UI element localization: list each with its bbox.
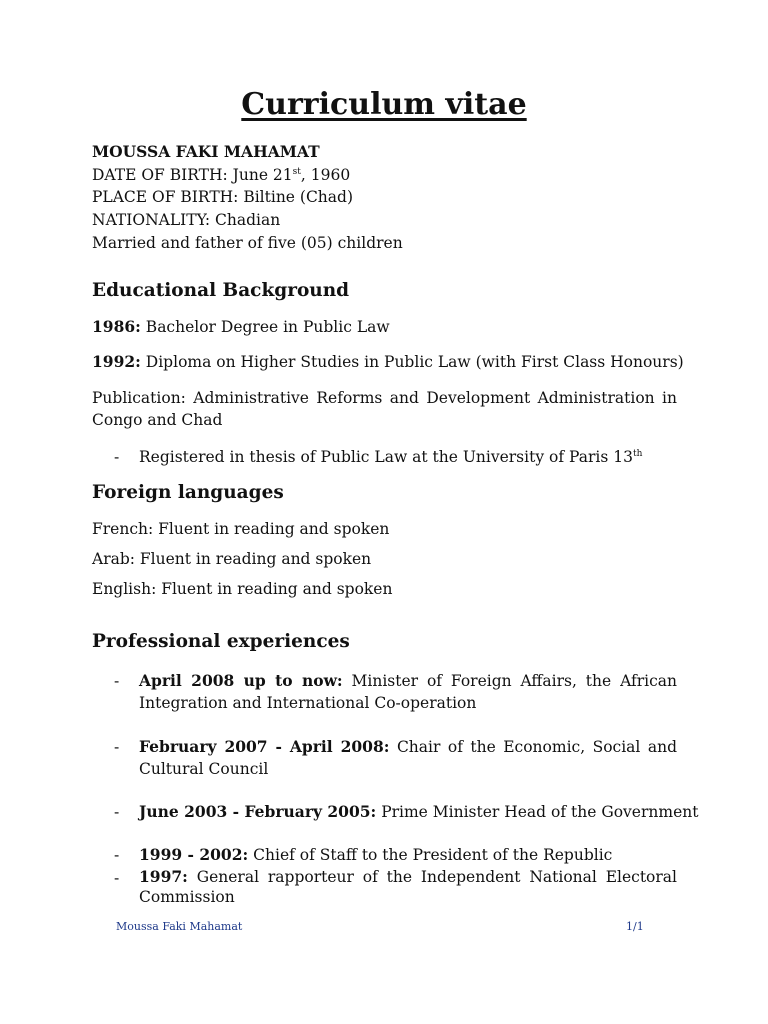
bullet-dash: -: [114, 672, 120, 690]
nationality: NATIONALITY: Chadian: [92, 211, 281, 229]
bullet-dash: -: [114, 803, 120, 821]
experience-text: Chief of Staff to the President of the Republic: [248, 846, 613, 864]
family-status: Married and father of five (05) children: [92, 234, 403, 252]
dob-superscript: st: [292, 166, 301, 177]
education-entry: [92, 351, 684, 373]
experience-period: April 2008 up to now:: [139, 671, 343, 690]
education-entry: [92, 316, 390, 338]
bullet-dash: -: [114, 846, 120, 864]
experience-text: Minister of Foreign Affairs, the African Integration and International Co-operation: [139, 672, 677, 712]
thesis-item: [139, 446, 677, 468]
experience-item: [139, 867, 677, 907]
education-heading: Educational Background: [92, 280, 350, 301]
experience-heading: Professional experiences: [92, 631, 350, 652]
experience-period: February 2007 - April 2008:: [139, 737, 390, 756]
person-name: MOUSSA FAKI MAHAMAT: [92, 142, 320, 161]
footer-author: Moussa Faki Mahamat: [116, 920, 243, 933]
thesis-superscript: th: [632, 448, 643, 459]
language-item: Arab: Fluent in reading and spoken: [92, 550, 372, 568]
education-text: Diploma on Higher Studies in Public Law (with First Class Honours): [140, 353, 684, 371]
experience-text: Prime Minister Head of the Government: [376, 803, 699, 821]
experience-text: General rapporteur of the Independent National Electoral Commission: [139, 868, 677, 906]
footer-page-number: 1/1: [626, 920, 644, 933]
dob-prefix: DATE OF BIRTH: June 21: [92, 166, 293, 184]
experience-period: 1997:: [139, 867, 188, 886]
education-text: Bachelor Degree in Public Law: [140, 318, 390, 336]
experience-period: 1999 - 2002:: [139, 845, 249, 864]
place-of-birth: PLACE OF BIRTH: Biltine (Chad): [92, 188, 353, 206]
education-year: 1986:: [92, 317, 141, 336]
experience-item: [139, 670, 677, 714]
bullet-dash: -: [114, 738, 120, 756]
dob-suffix: , 1960: [300, 166, 351, 184]
languages-heading: Foreign languages: [92, 482, 284, 503]
experience-item: [139, 736, 677, 780]
document-title: Curriculum vitae: [241, 87, 527, 122]
experience-item: [139, 844, 677, 866]
language-item: English: Fluent in reading and spoken: [92, 580, 393, 598]
education-year: 1992:: [92, 352, 141, 371]
experience-period: June 2003 - February 2005:: [139, 802, 377, 821]
experience-text: Chair of the Economic, Social and Cultural Council: [139, 738, 677, 778]
publication: Publication: Administrative Reforms and Development Administration in Congo and Chad: [92, 389, 677, 429]
thesis-text: Registered in thesis of Public Law at the University of Paris 13: [139, 448, 633, 466]
date-of-birth: [92, 164, 350, 186]
bullet-dash: -: [114, 448, 120, 466]
bullet-dash: -: [114, 869, 120, 887]
language-item: French: Fluent in reading and spoken: [92, 520, 390, 538]
experience-item: [139, 801, 699, 823]
